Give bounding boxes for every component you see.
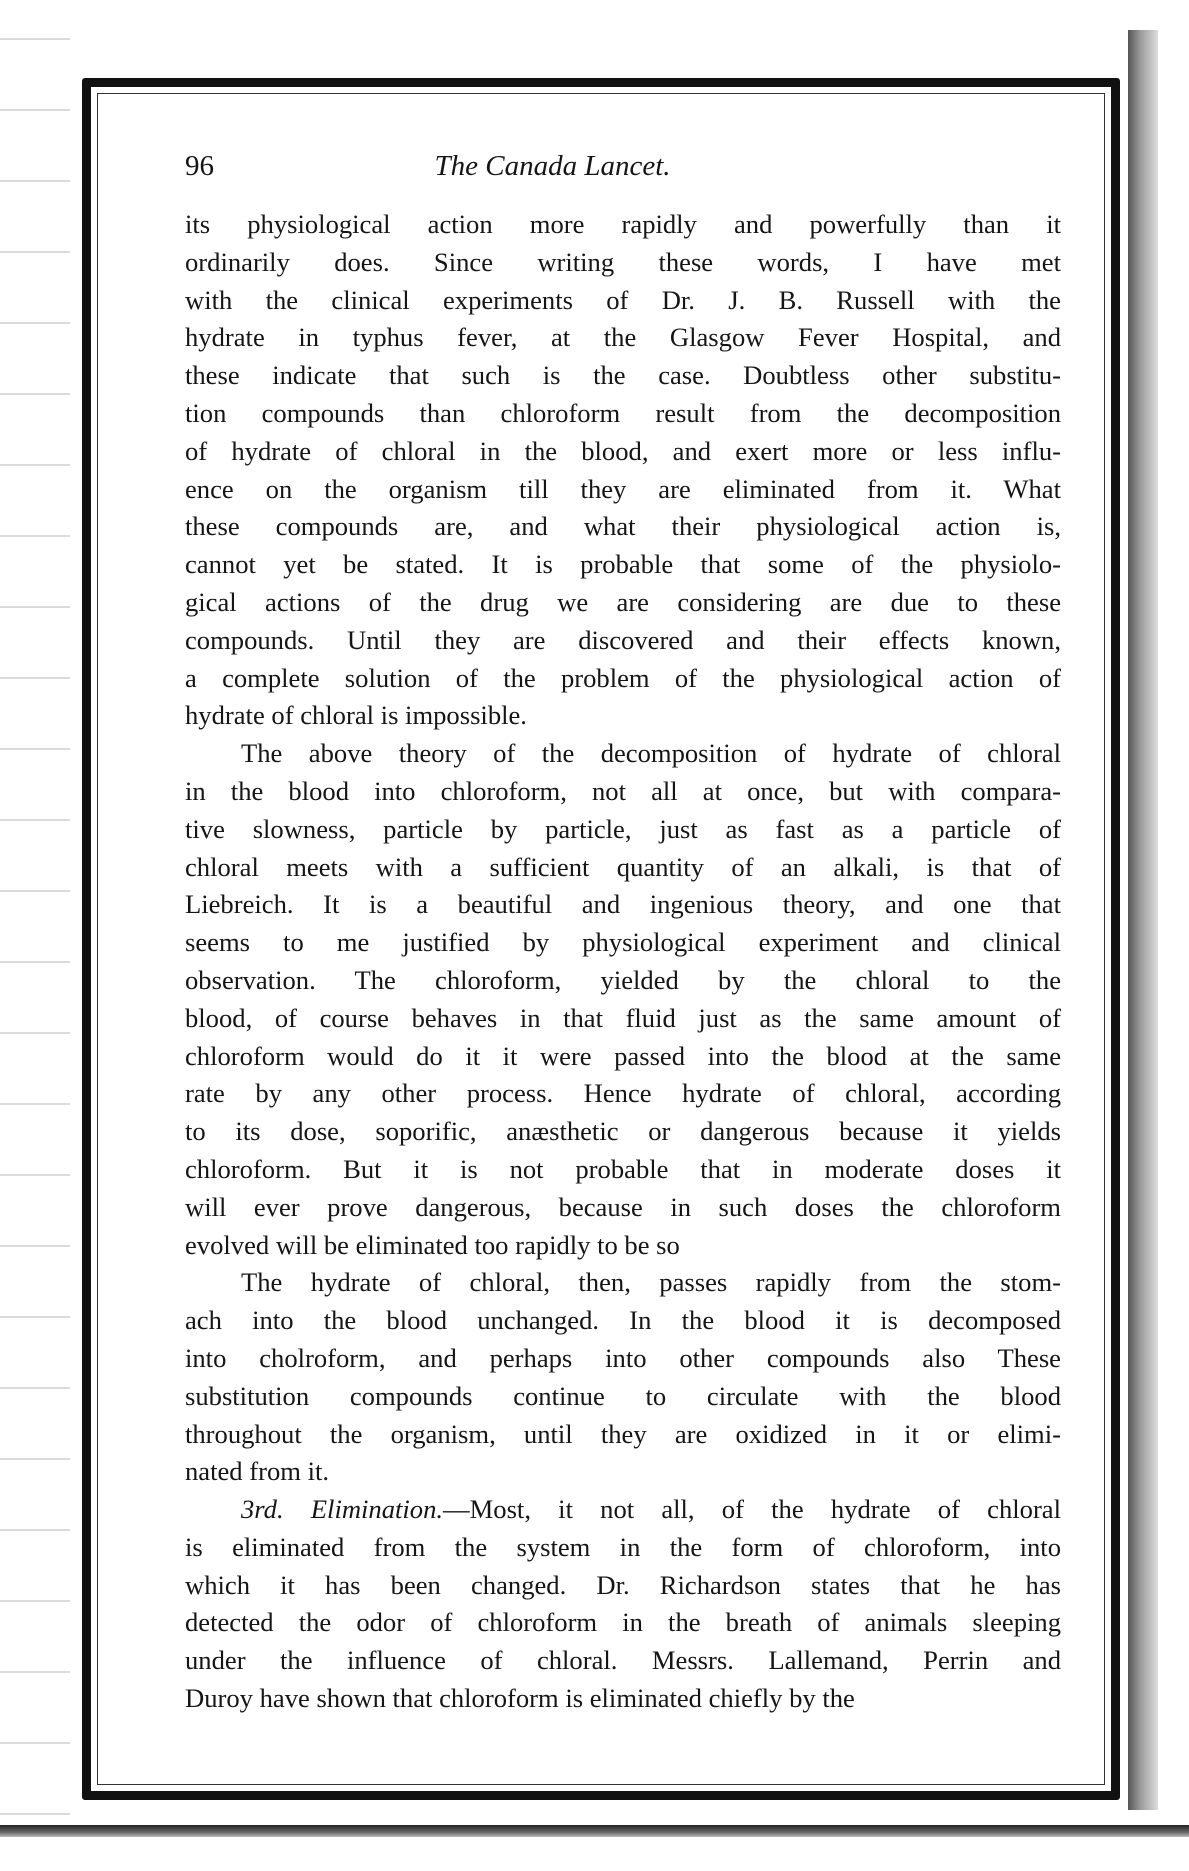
- text-line: compounds. Until they are discovered and their effects known,: [185, 624, 1061, 655]
- text-line: chloroform would do it it were passed into the blood at the same: [185, 1040, 1061, 1071]
- scan-right-shadow: [1128, 30, 1158, 1810]
- text-line: ach into the blood unchanged. In the blood it is decomposed: [185, 1305, 1061, 1336]
- text-line: gical actions of the drug we are considering are due to these: [185, 586, 1061, 617]
- text-line: these compounds are, and what their physiological action is,: [185, 511, 1061, 542]
- paragraph: [185, 735, 1061, 1264]
- text-line: The above theory of the decomposition of hydrate of chloral: [241, 738, 1061, 769]
- paragraph: [185, 1491, 1061, 1718]
- page-header: [185, 148, 1061, 198]
- text-line: ence on the organism till they are eliminated from it. What: [185, 473, 1061, 504]
- running-title: The Canada Lancet.: [434, 150, 671, 182]
- text-line: blood, of course behaves in that fluid just as the same amount of: [185, 1002, 1061, 1033]
- text-line: seems to me justified by physiological experiment and clinical: [185, 927, 1061, 958]
- text-line: its physiological action more rapidly and powerfully than it: [185, 209, 1061, 239]
- paragraph: [185, 1264, 1061, 1491]
- text-line: these indicate that such is the case. Doubtless other substitu-: [185, 360, 1061, 391]
- text-line: of hydrate of chloral in the blood, and exert more or less influ-: [185, 435, 1061, 466]
- page-body: [185, 148, 1061, 1718]
- text-line: Liebreich. It is a beautiful and ingenious theory, and one that: [185, 889, 1061, 920]
- text-line: Duroy have shown that chloroform is eliminated chiefly by the: [185, 1683, 855, 1714]
- text-line: to its dose, soporific, anæsthetic or dangerous because it yields: [185, 1116, 1061, 1147]
- text-line: is eliminated from the system in the form of chloroform, into: [185, 1531, 1061, 1562]
- text-line: into cholroform, and perhaps into other compounds also These: [185, 1342, 1061, 1373]
- text-line: cannot yet be stated. It is probable that some of the physiolo-: [185, 549, 1061, 580]
- article-text: [185, 206, 1061, 1718]
- section-label: 3rd. Elimination.: [241, 1494, 444, 1525]
- text-line: nated from it.: [185, 1456, 330, 1487]
- text-line: [185, 1491, 1061, 1529]
- paragraph: [185, 206, 1061, 735]
- text-line: in the blood into chloroform, not all at once, but with compara-: [185, 775, 1061, 806]
- text-line: evolved will be eliminated too rapidly to be so: [185, 1229, 680, 1260]
- text-line: a complete solution of the problem of the physiological action of: [185, 662, 1061, 693]
- text-line: substitution compounds continue to circulate with the blood: [185, 1380, 1061, 1411]
- text-line: hydrate in typhus fever, at the Glasgow Fever Hospital, and: [185, 322, 1061, 353]
- scan-margin-specks: [0, 0, 70, 1871]
- text-line: The hydrate of chloral, then, passes rapidly from the stom-: [241, 1267, 1061, 1298]
- text-line: with the clinical experiments of Dr. J. B. Russell with the: [185, 284, 1061, 315]
- text-line: ordinarily does. Since writing these words, I have met: [185, 246, 1061, 277]
- text-line: tive slowness, particle by particle, just as fast as a particle of: [185, 813, 1061, 844]
- text-line: will ever prove dangerous, because in such doses the chloroform: [185, 1191, 1061, 1222]
- text-line: detected the odor of chloroform in the breath of animals sleeping: [185, 1607, 1061, 1638]
- text-line: throughout the organism, until they are oxidized in it or elimi-: [185, 1418, 1061, 1449]
- page-number: 96: [185, 150, 214, 182]
- text-line: hydrate of chloral is impossible.: [185, 700, 527, 731]
- text-line: chloroform. But it is not probable that in moderate doses it: [185, 1153, 1061, 1184]
- text-line: observation. The chloroform, yielded by the chloral to the: [185, 964, 1061, 995]
- text-line: chloral meets with a sufficient quantity of an alkali, is that of: [185, 851, 1061, 882]
- text-line: rate by any other process. Hence hydrate of chloral, according: [185, 1078, 1061, 1109]
- text-line: under the influence of chloral. Messrs. Lallemand, Perrin and: [185, 1645, 1061, 1676]
- text-line-rest: —Most, it not all, of the hydrate of chloral: [443, 1494, 1061, 1525]
- text-line: tion compounds than chloroform result from the decomposition: [185, 397, 1061, 428]
- text-line: which it has been changed. Dr. Richardson states that he has: [185, 1569, 1061, 1600]
- scan-bottom-shadow: [0, 1825, 1189, 1837]
